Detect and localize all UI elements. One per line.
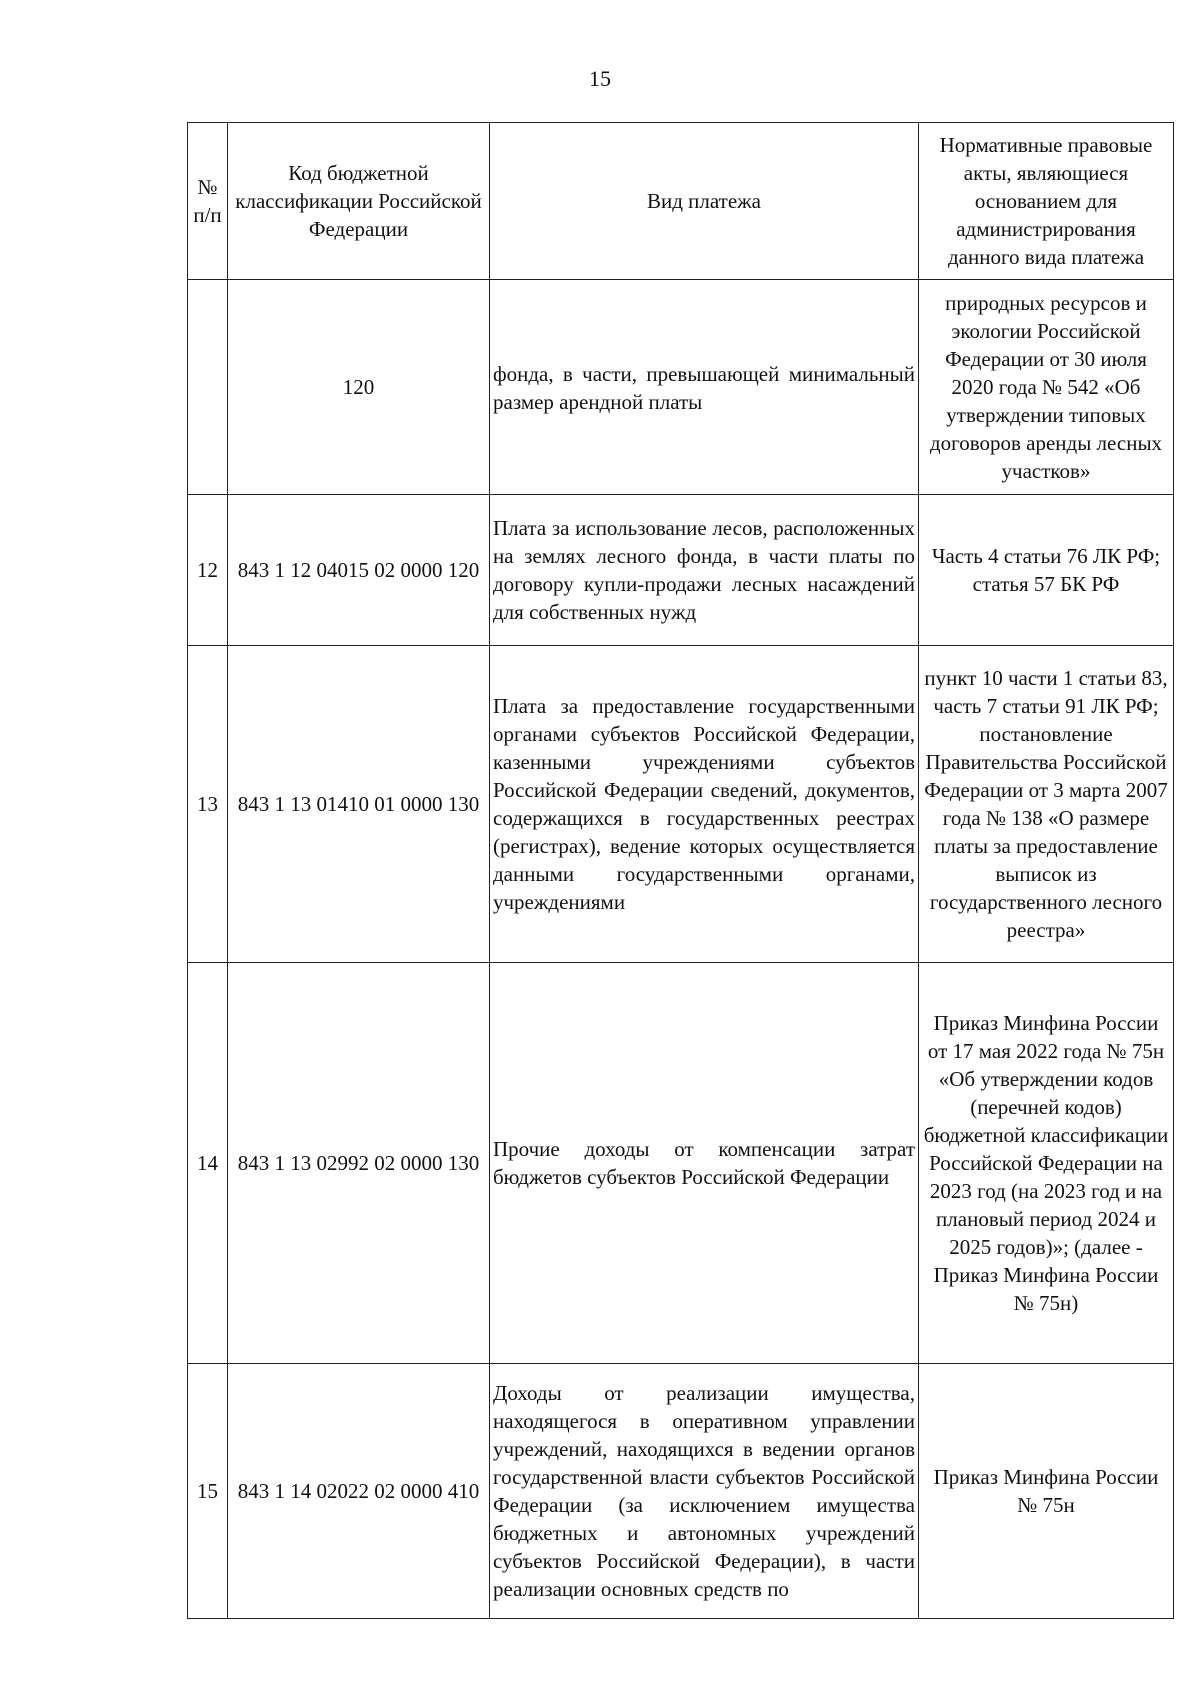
row-num — [188, 280, 228, 495]
row-code: 120 — [228, 280, 490, 495]
row-code: 843 1 14 02022 02 0000 410 — [228, 1364, 490, 1619]
table-row — [188, 1364, 1174, 1619]
header-num: № п/п — [188, 123, 228, 280]
header-acts: Нормативные правовые акты, являющиеся основанием для администрирования данного вида платежа — [919, 123, 1174, 280]
header-code: Код бюджетной классификации Российской Федерации — [228, 123, 490, 280]
row-kind: Прочие доходы от компенсации затрат бюджетов субъектов Российской Федерации — [490, 963, 919, 1364]
header-kind: Вид платежа — [490, 123, 919, 280]
row-num: 14 — [188, 963, 228, 1364]
row-acts: пункт 10 части 1 статьи 83, часть 7 статьи 91 ЛК РФ; постановление Правительства Российской Федерации от 3 марта 2007 года № 138 «О размере платы за предоставление выписок из государственного лесного реестра» — [919, 646, 1174, 963]
table-row — [188, 280, 1174, 495]
row-num: 13 — [188, 646, 228, 963]
row-code: 843 1 12 04015 02 0000 120 — [228, 495, 490, 646]
row-acts: природных ресурсов и экологии Российской Федерации от 30 июля 2020 года № 542 «Об утверждении типовых договоров аренды лесных участков» — [919, 280, 1174, 495]
row-code: 843 1 13 01410 01 0000 130 — [228, 646, 490, 963]
row-acts: Часть 4 статьи 76 ЛК РФ; статья 57 БК РФ — [919, 495, 1174, 646]
table-row — [188, 495, 1174, 646]
row-kind: фонда, в части, превышающей минимальный размер арендной платы — [490, 280, 919, 495]
row-num: 15 — [188, 1364, 228, 1619]
table-row — [188, 963, 1174, 1364]
budget-classification-table — [187, 122, 1174, 1619]
row-acts: Приказ Минфина России от 17 мая 2022 года № 75н «Об утверждении кодов (перечней кодов) бюджетной классификации Российской Федерации на 2023 год (на 2023 год и на плановый период 2024 и 2025 годов)»; (далее - Приказ Минфина России № 75н) — [919, 963, 1174, 1364]
table-row — [188, 646, 1174, 963]
row-code: 843 1 13 02992 02 0000 130 — [228, 963, 490, 1364]
page-number: 15 — [589, 66, 611, 91]
row-num: 12 — [188, 495, 228, 646]
row-kind: Плата за предоставление государственными органами субъектов Российской Федерации, казенными учреждениями субъектов Российской Федерации сведений, документов, содержащихся в государственных реестрах (регистрах), ведение которых осуществляется данными государственными органами, учреждениями — [490, 646, 919, 963]
row-kind: Доходы от реализации имущества, находящегося в оперативном управлении учреждений, находящихся в ведении органов государственной власти субъектов Российской Федерации (за исключением имущества бюджетных и автономных учреждений субъектов Российской Федерации), в части реализации основных средств по — [490, 1364, 919, 1619]
row-kind: Плата за использование лесов, расположенных на землях лесного фонда, в части платы по договору купли-продажи лесных насаждений для собственных нужд — [490, 495, 919, 646]
table-header-row — [188, 123, 1174, 280]
row-acts: Приказ Минфина России № 75н — [919, 1364, 1174, 1619]
